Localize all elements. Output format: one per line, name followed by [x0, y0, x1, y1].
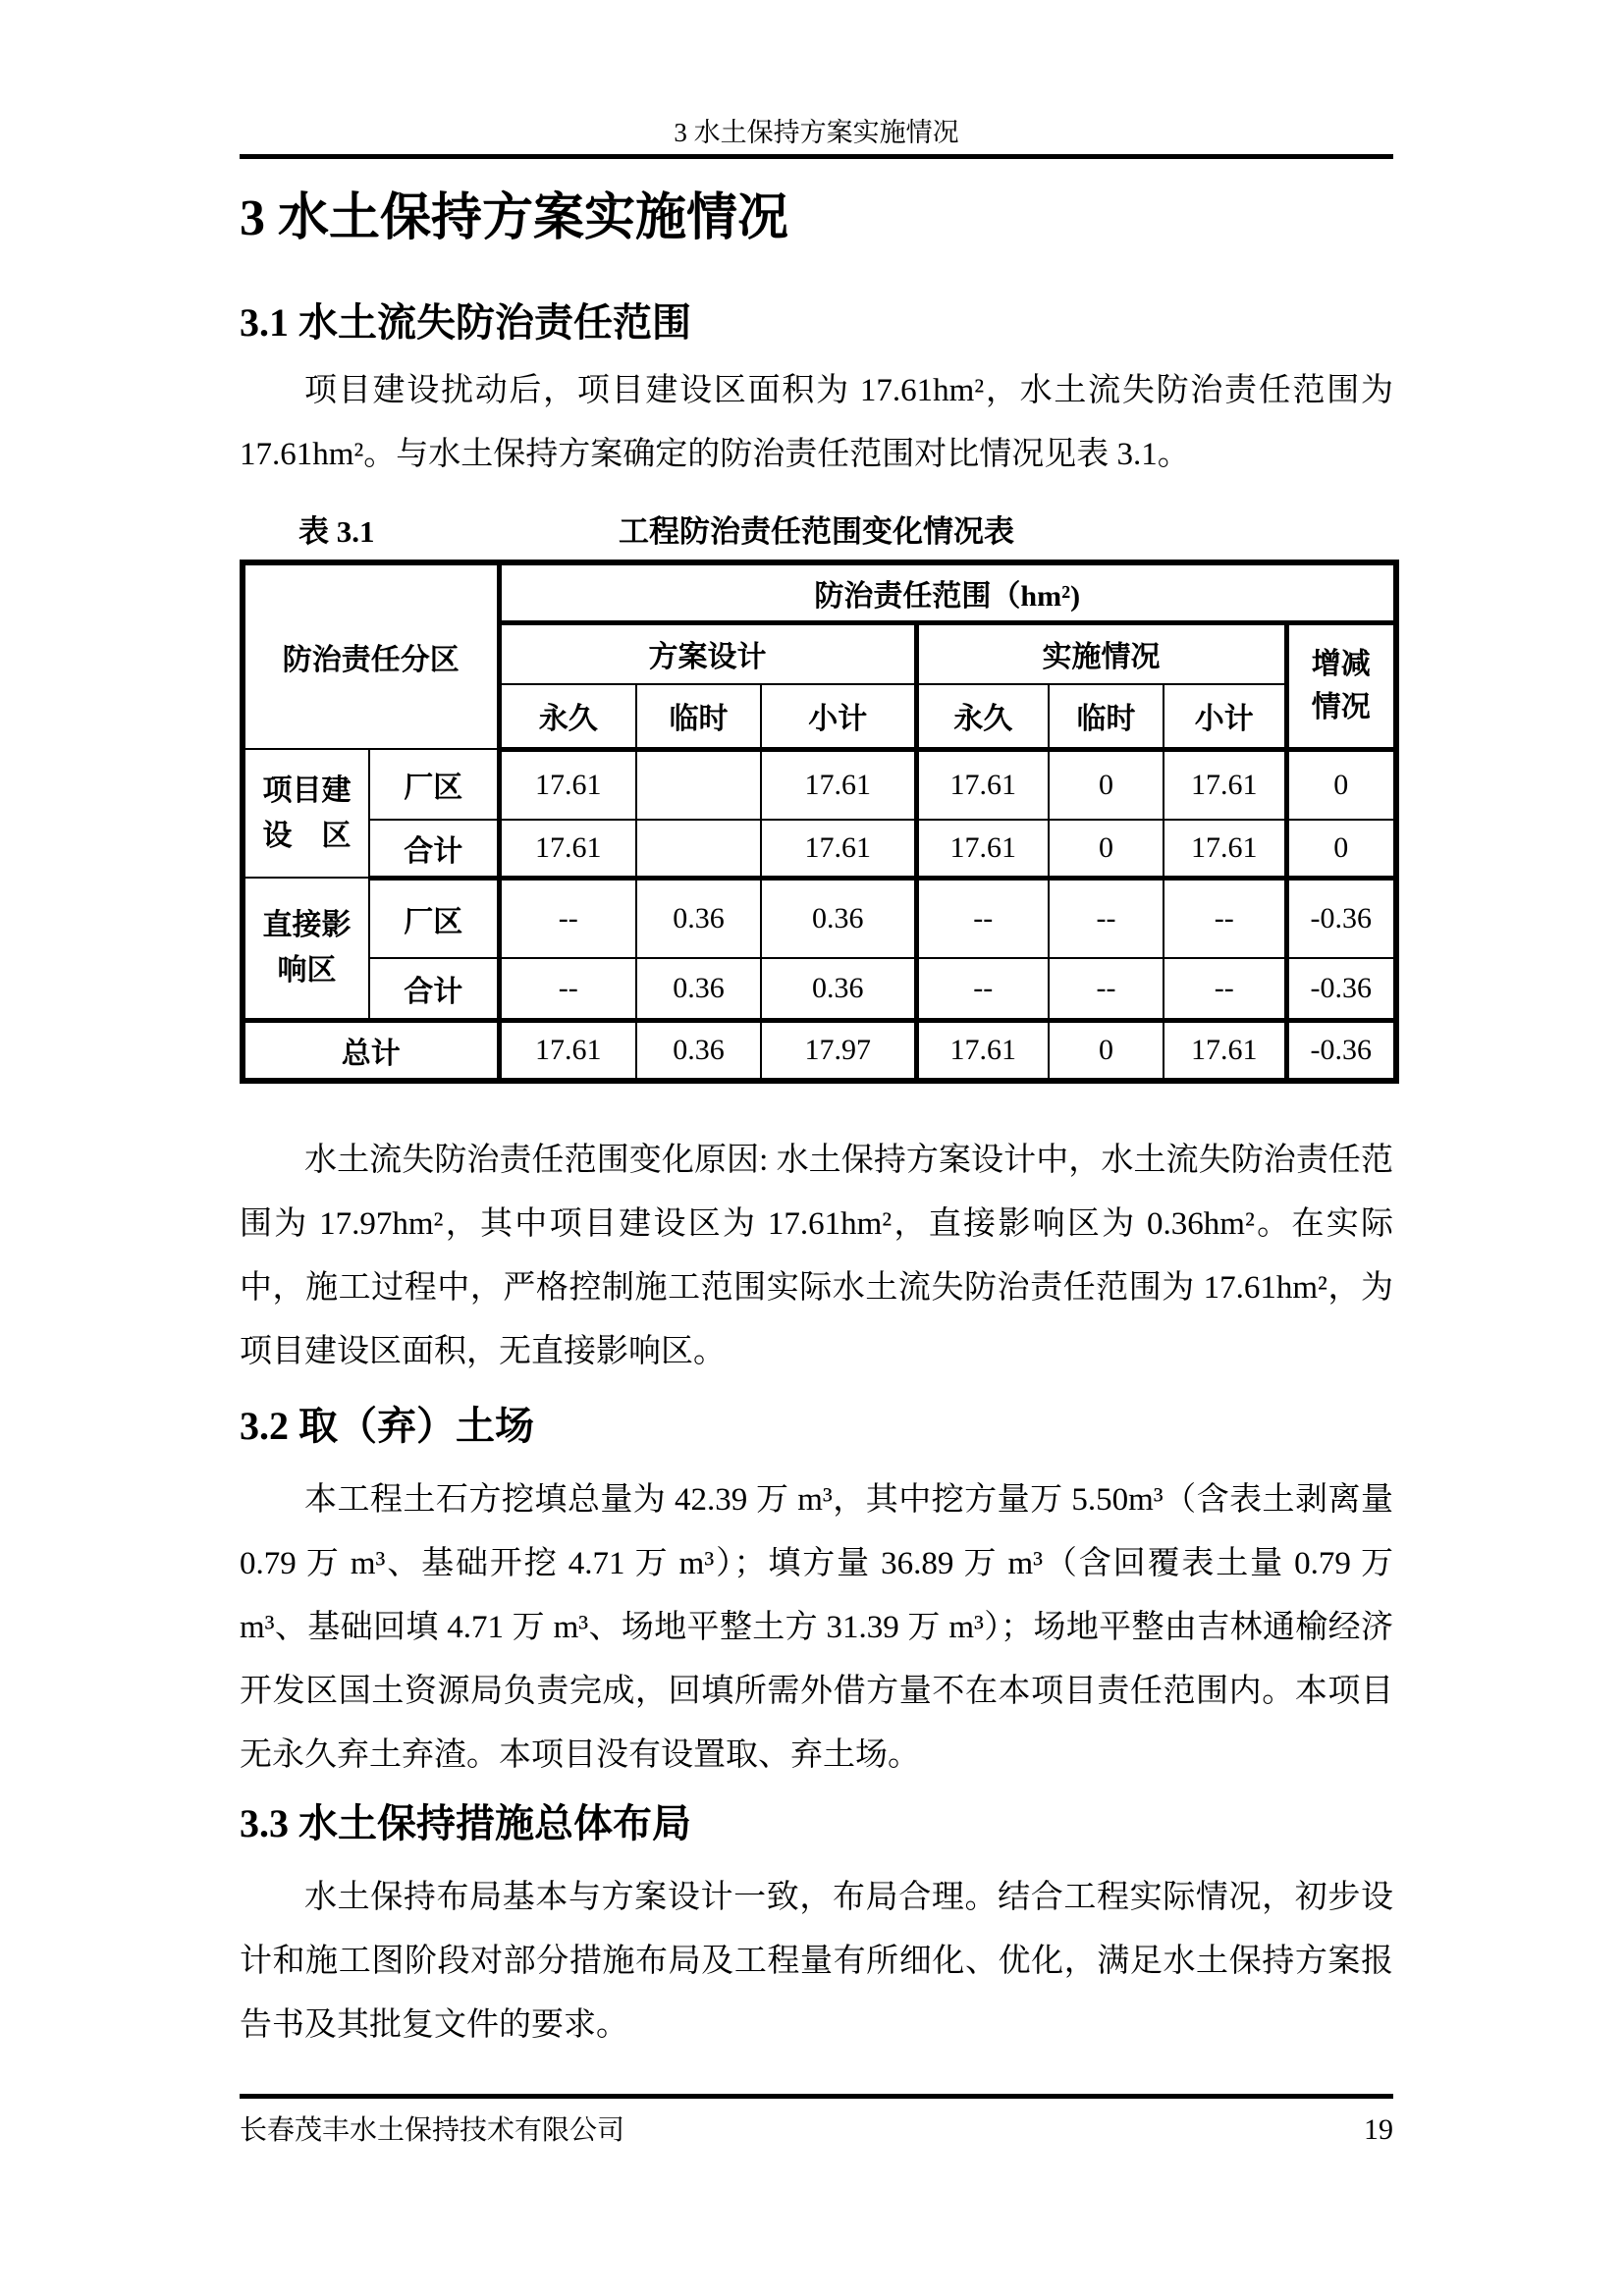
table-cell: 0.36: [761, 958, 916, 1020]
table-cell: 17.61: [499, 820, 636, 878]
row-header-total: 总计: [243, 1020, 499, 1081]
table-row-project-subtotal: [243, 820, 1396, 878]
row-subheader-factory: 厂区: [369, 749, 499, 820]
zone-label-line: 设 区: [262, 819, 352, 852]
table-cell: 0: [1049, 820, 1164, 878]
table-cell: 17.61: [1164, 820, 1286, 878]
table-caption: [240, 507, 1393, 548]
table-cell: 17.61: [499, 1020, 636, 1081]
table-cell: 17.61: [916, 749, 1049, 820]
section-3-1-reason-paragraph: 水土流失防治责任范围变化原因: 水土保持方案设计中，水土流失防治责任范围为 17.97hm²，其中项目建设区为 17.61hm²，直接影响区为 0.36hm²。在实际中，施工过程中，严格控制施工范围实际水土流失防治责任范围为 17.61hm²，为项目建设区面积，无直接影响区。: [240, 1143, 1393, 1369]
table-cell: 17.61: [499, 749, 636, 820]
row-subheader-factory: 厂区: [369, 878, 499, 958]
table-cell: 17.61: [1164, 1020, 1286, 1081]
table-cell: 0.36: [761, 878, 916, 958]
row-header-project-zone: [243, 749, 369, 878]
header-cell-permanent-2: 永久: [916, 684, 1049, 749]
table-cell: 17.61: [761, 749, 916, 820]
row-header-impact-zone: [243, 878, 369, 1020]
section-3-2-heading: 3.2 取（弃）土场: [240, 1404, 534, 1448]
table-cell: --: [1049, 878, 1164, 958]
table-cell: --: [499, 958, 636, 1020]
section-3-3-paragraph: 水土保持布局基本与方案设计一致，布局合理。结合工程实际情况，初步设计和施工图阶段对部分措施布局及工程量有所细化、优化，满足水土保持方案报告书及其批复文件的要求。: [240, 1880, 1393, 2043]
table-cell: --: [499, 878, 636, 958]
table-cell: 17.61: [761, 820, 916, 878]
table-cell: 17.61: [916, 820, 1049, 878]
table-cell: --: [916, 878, 1049, 958]
table-cell: --: [1164, 878, 1286, 958]
header-cell-temporary-2: 临时: [1049, 684, 1164, 749]
page-footer: [240, 2094, 1393, 2148]
table-row-project-factory: [243, 749, 1396, 820]
header-cell-zone: 防治责任分区: [243, 562, 499, 749]
table-row-impact-factory: [243, 878, 1396, 958]
zone-label-line: 项目建: [262, 774, 352, 807]
table-cell: 0.36: [636, 958, 761, 1020]
table-cell: --: [1164, 958, 1286, 1020]
table-header-row-1: [243, 562, 1396, 622]
header-rule: [240, 154, 1393, 159]
table-cell: 0: [1049, 1020, 1164, 1081]
chapter-title: 3 水土保持方案实施情况: [240, 190, 789, 246]
row-subheader-subtotal: 合计: [369, 958, 499, 1020]
table-cell: -0.36: [1286, 878, 1396, 958]
header-cell-subtotal-1: 小计: [761, 684, 916, 749]
header-cell-change: 增减情况: [1286, 622, 1396, 749]
zone-label-line: 响区: [277, 953, 337, 987]
header-cell-subtotal-2: 小计: [1164, 684, 1286, 749]
section-3-1-heading: 3.1 水土流失防治责任范围: [240, 300, 691, 345]
table-cell: 17.97: [761, 1020, 916, 1081]
table-cell: 17.61: [916, 1020, 1049, 1081]
header-cell-permanent-1: 永久: [499, 684, 636, 749]
table-caption-label: 表 3.1: [298, 514, 375, 549]
responsibility-scope-table: [240, 560, 1399, 1084]
table-cell: 0.36: [636, 878, 761, 958]
row-subheader-subtotal: 合计: [369, 820, 499, 878]
table-cell: -0.36: [1286, 1020, 1396, 1081]
table-cell: 17.61: [1164, 749, 1286, 820]
table-cell: 0: [1049, 749, 1164, 820]
section-3-2-paragraph: 本工程土石方挖填总量为 42.39 万 m³，其中挖方量万 5.50m³（含表土剥离量 0.79 万 m³、基础开挖 4.71 万 m³）；填方量 36.89 万 m³（含回覆表土量 0.79 万 m³、基础回填 4.71 万 m³、场地平整土方 31.39 万 m³）；场地平整由吉林通榆经济开发区国土资源局负责完成，回填所需外借方量不在本项目责任范围内。本项目无永久弃土弃渣。本项目没有设置取、弃土场。: [240, 1482, 1393, 1773]
running-header: 3 水土保持方案实施情况: [674, 118, 959, 147]
table-cell-empty: [636, 820, 761, 878]
table-cell: --: [1049, 958, 1164, 1020]
table-cell: 0: [1286, 749, 1396, 820]
section-3-1-intro-paragraph: 项目建设扰动后，项目建设区面积为 17.61hm²，水土流失防治责任范围为 17.61hm²。与水土保持方案确定的防治责任范围对比情况见表 3.1。: [240, 373, 1393, 472]
table-caption-title: 工程防治责任范围变化情况表: [619, 514, 1014, 549]
table-cell-empty: [636, 749, 761, 820]
table-cell: 0: [1286, 820, 1396, 878]
header-cell-design: 方案设计: [499, 622, 916, 684]
table-cell: --: [916, 958, 1049, 1020]
zone-label-line: 直接影: [262, 908, 352, 941]
footer-company: 长春茂丰水土保持技术有限公司: [240, 2115, 625, 2146]
table-cell: -0.36: [1286, 958, 1396, 1020]
header-cell-range-unit: 防治责任范围（hm²): [499, 562, 1396, 622]
table-cell: 0.36: [636, 1020, 761, 1081]
footer-page-number: 19: [1364, 2113, 1393, 2146]
header-cell-implementation: 实施情况: [916, 622, 1286, 684]
header-cell-temporary-1: 临时: [636, 684, 761, 749]
table-row-impact-subtotal: [243, 958, 1396, 1020]
table-row-total: [243, 1020, 1396, 1081]
section-3-3-heading: 3.3 水土保持措施总体布局: [240, 1801, 691, 1845]
